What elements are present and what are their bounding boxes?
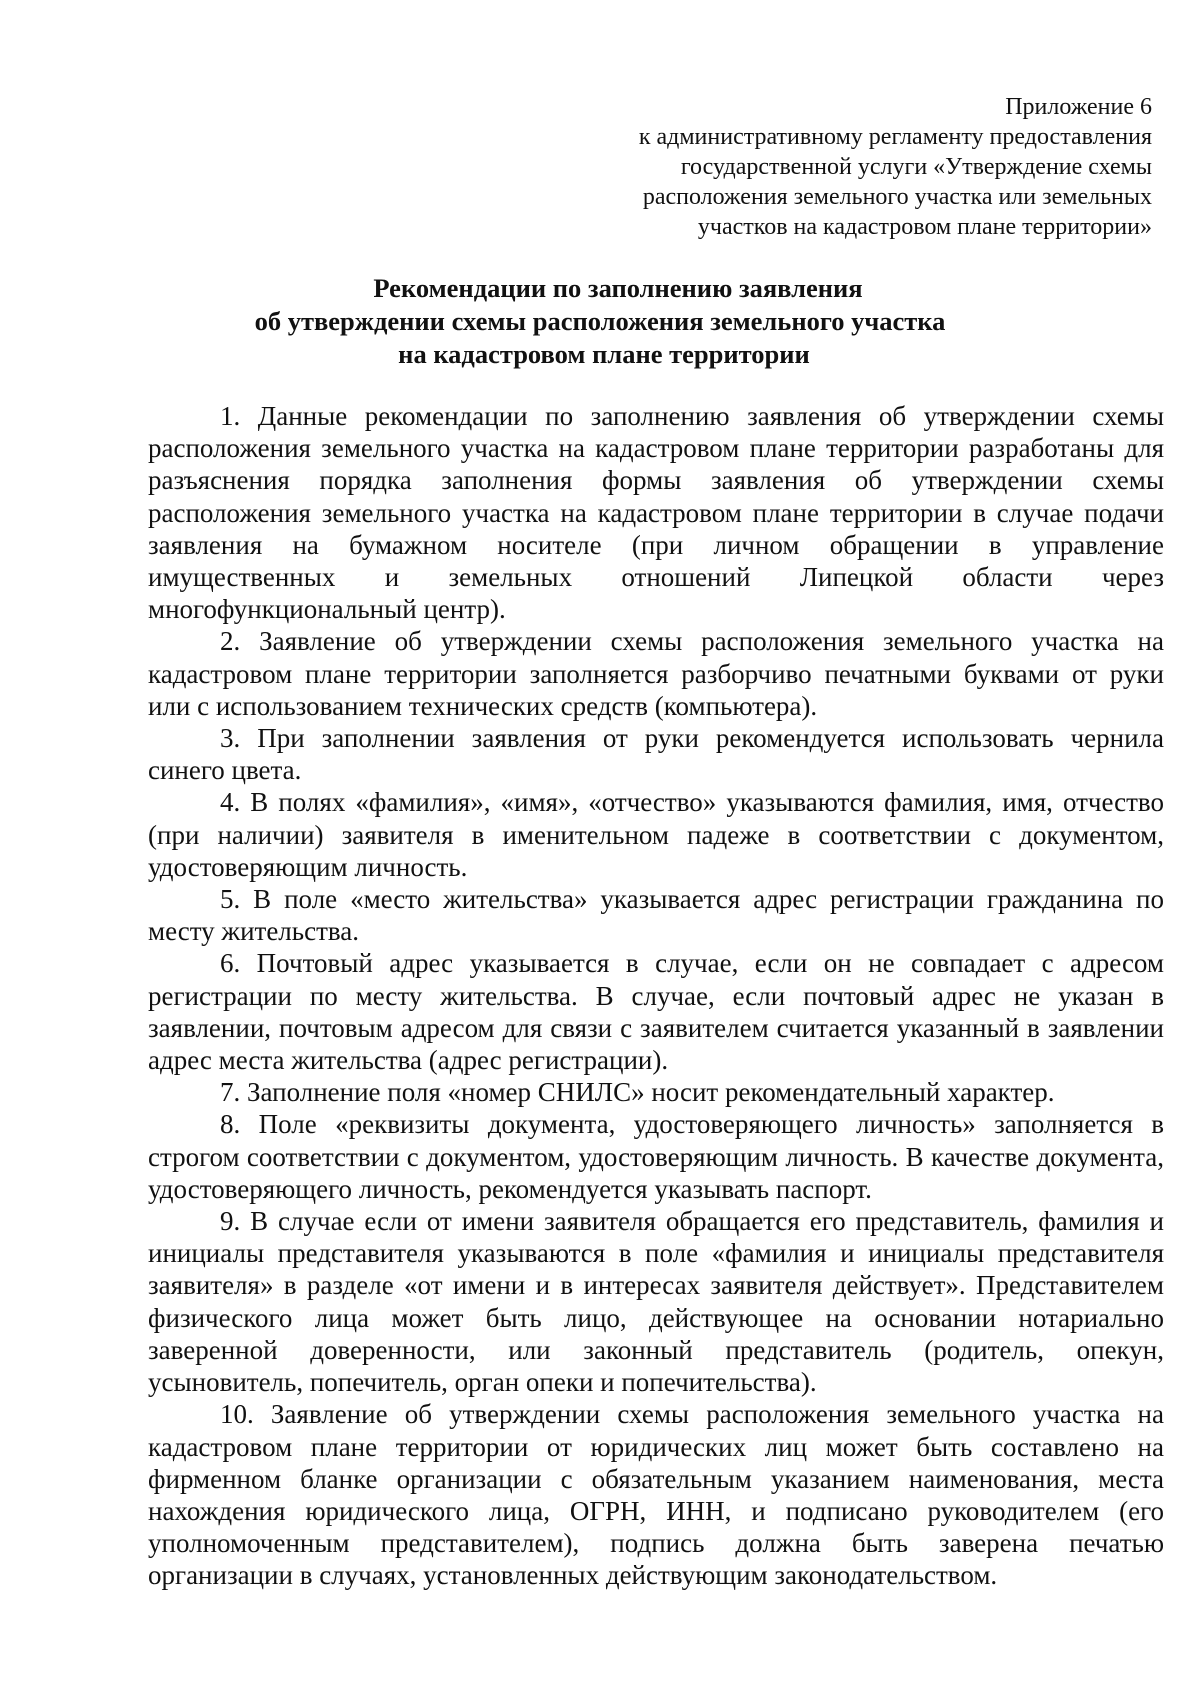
paragraph: 8. Поле «реквизиты документа, удостоверяющего личность» заполняется в строгом соответствии с документом, удостоверяющим личность. В качестве документа, удостоверяющего личность, рекомендуется указывать паспорт. [148, 1109, 1164, 1204]
paragraph: 9. В случае если от имени заявителя обращается его представитель, фамилия и инициалы представителя указываются в поле «фамилия и инициалы представителя заявителя» в разделе «от имени и в интересах заявителя действует». Представителем физического лица может быть лицо, действующее на основании нотариально заверенной доверенности, или законный представитель (родитель, опекун, усыновитель, попечитель, орган опеки и попечительства). [148, 1206, 1164, 1398]
appendix-line: государственной услуги «Утверждение схемы [680, 154, 1152, 180]
paragraph: 2. Заявление об утверждении схемы расположения земельного участка на кадастровом плане территории заполняется разборчиво печатными буквами от руки или с использованием технических средств (компьютера). [148, 626, 1164, 721]
appendix-line: Приложение 6 [1005, 94, 1152, 120]
paragraph: 10. Заявление об утверждении схемы расположения земельного участка на кадастровом плане территории от юридических лиц может быть составлено на фирменном бланке организации с обязательным указанием наименования, места нахождения юридического лица, ОГРН, ИНН, и подписано руководителем (его уполномоченным представителем), подпись должна быть заверена печатью организации в случаях, установленных действующим законодательством. [148, 1399, 1164, 1591]
paragraph: 5. В поле «место жительства» указывается адрес регистрации гражданина по месту жительства. [148, 884, 1164, 947]
appendix-line: к административному регламенту предоставления [638, 124, 1152, 150]
appendix-line: расположения земельного участка или земельных [642, 184, 1152, 210]
paragraph: 3. При заполнении заявления от руки рекомендуется использовать чернила синего цвета. [148, 723, 1164, 786]
paragraph: 4. В полях «фамилия», «имя», «отчество» указываются фамилия, имя, отчество (при наличии) заявителя в именительном падеже в соответствии с документом, удостоверяющим личность. [148, 787, 1164, 882]
document-title [0, 272, 1200, 371]
document-body [148, 400, 1164, 1592]
paragraph: 1. Данные рекомендации по заполнению заявления об утверждении схемы расположения земельного участка на кадастровом плане территории разработаны для разъяснения порядка заполнения формы заявления об утверждении схемы расположения земельного участка на кадастровом плане территории в случае подачи заявления на бумажном носителе (при личном обращении в управление имущественных и земельных отношений Липецкой области через многофункциональный центр). [148, 401, 1164, 625]
title-line: Рекомендации по заполнению заявления [373, 273, 863, 303]
paragraph: 7. Заполнение поля «номер СНИЛС» носит рекомендательный характер. [220, 1077, 1055, 1108]
paragraph: 6. Почтовый адрес указывается в случае, если он не совпадает с адресом регистрации по месту жительства. В случае, если почтовый адрес не указан в заявлении, почтовым адресом для связи с заявителем считается указанный в заявлении адрес места жительства (адрес регистрации). [148, 948, 1164, 1076]
appendix-header [512, 92, 1152, 242]
title-line: на кадастровом плане территории [398, 339, 810, 369]
appendix-line: участков на кадастровом плане территории» [697, 214, 1152, 240]
title-line: об утверждении схемы расположения земельного участка [254, 306, 946, 336]
